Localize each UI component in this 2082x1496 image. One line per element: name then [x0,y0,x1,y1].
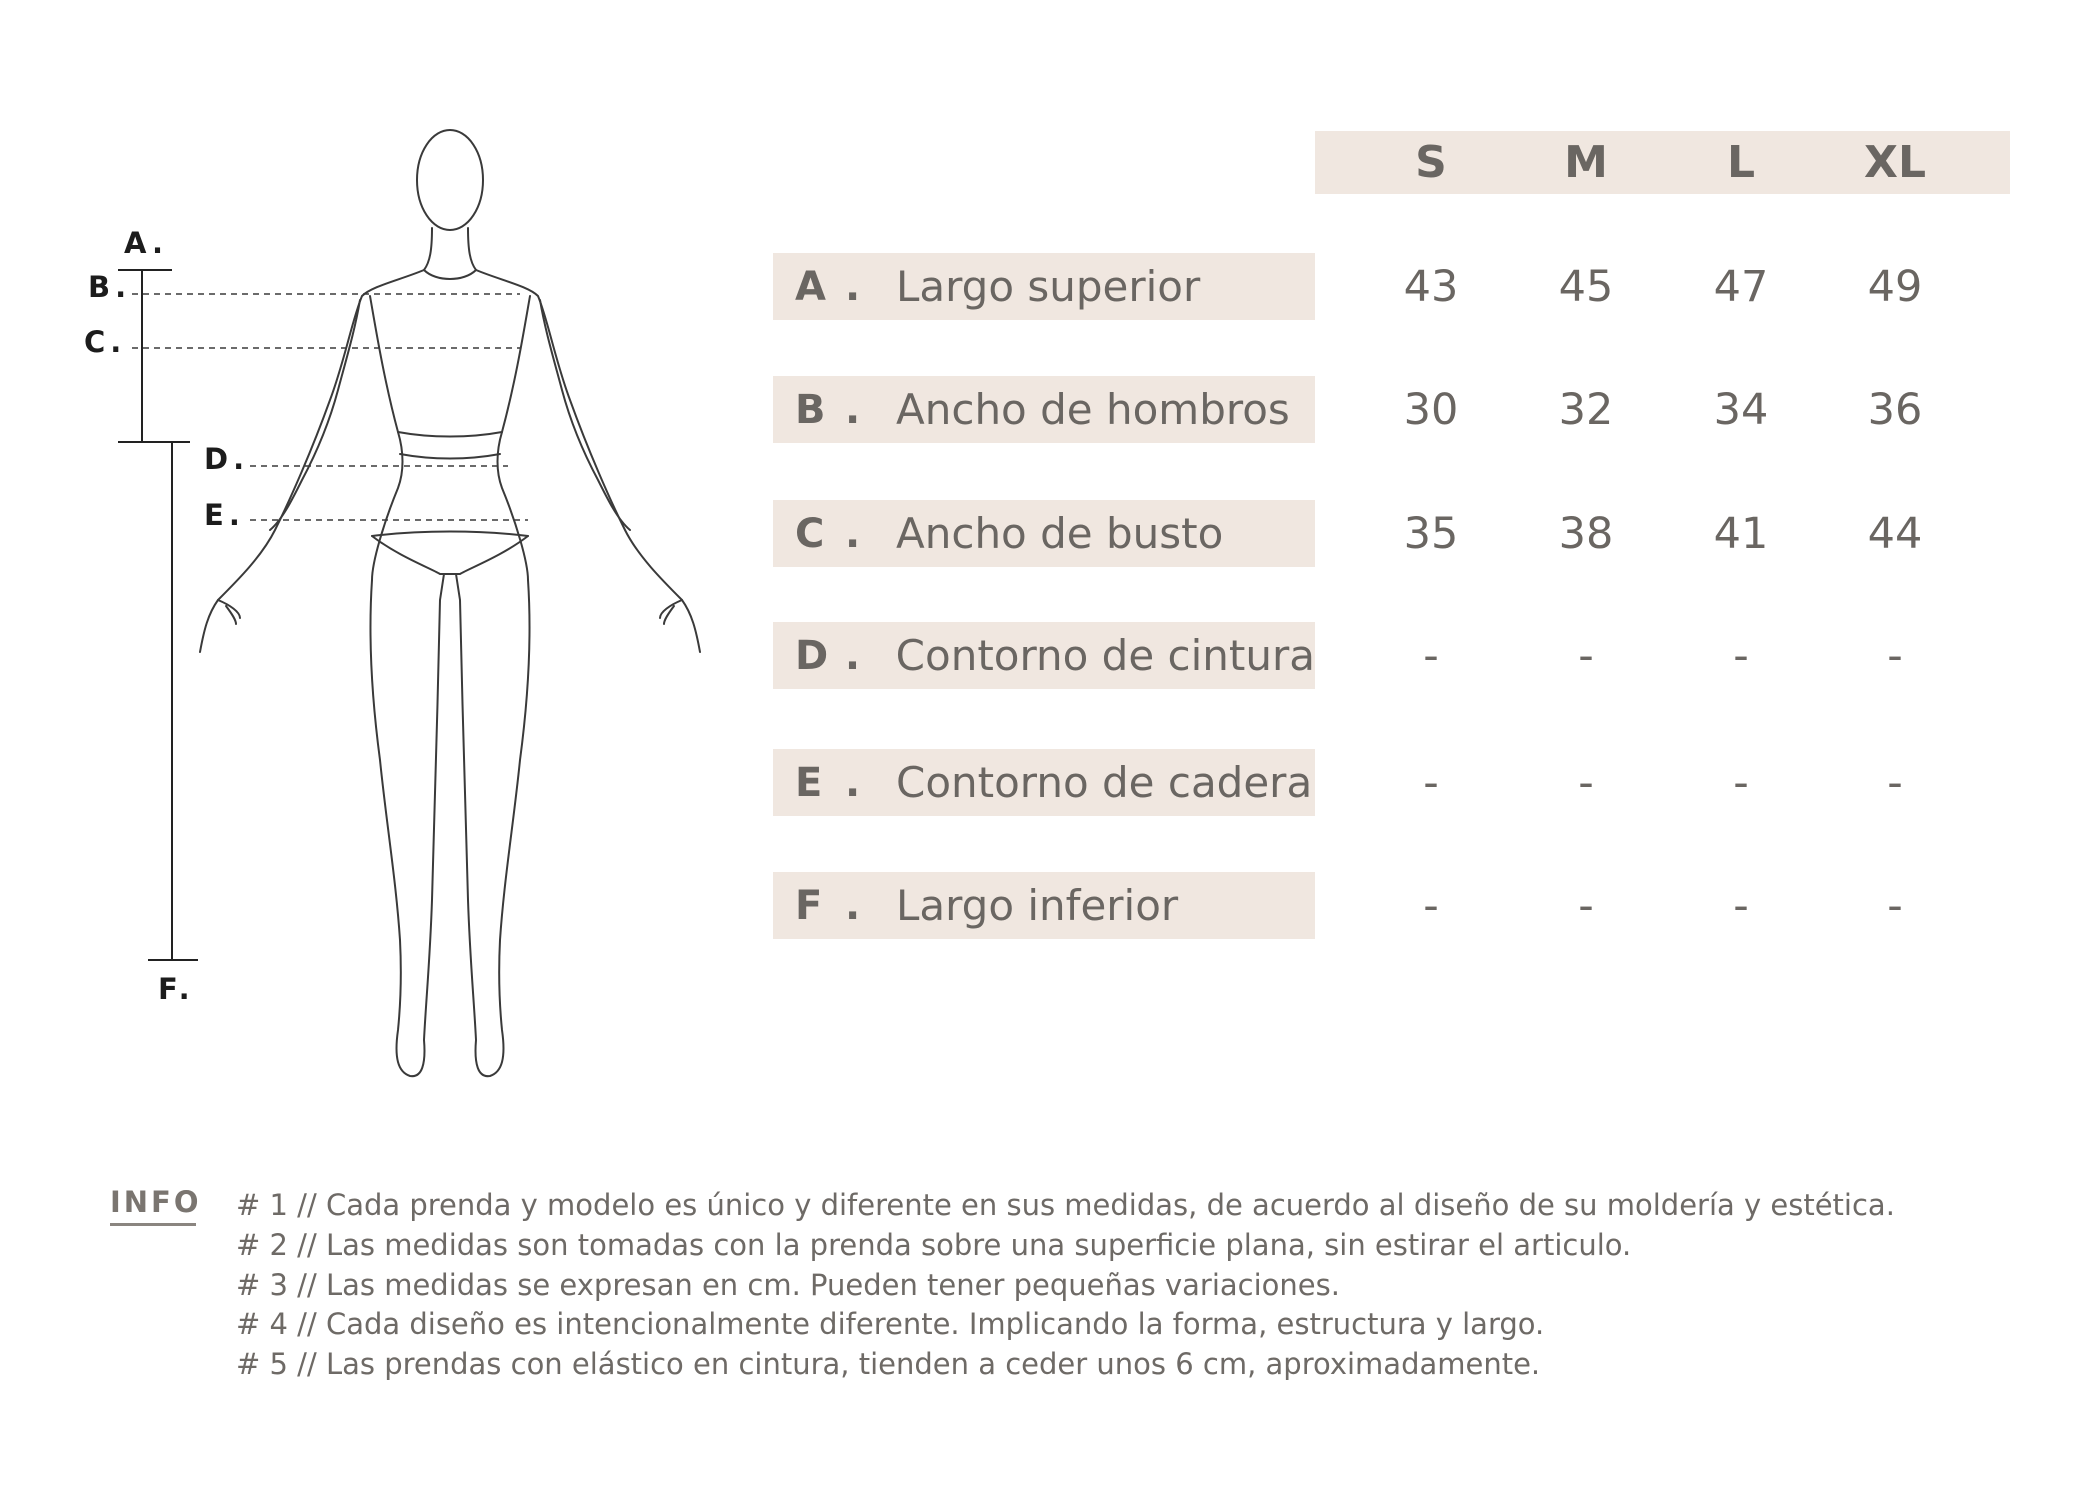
row-label-text: Contorno de cadera [896,758,1313,807]
table-cell: - [1887,630,1903,681]
size-header-m: M [1564,137,1608,188]
table-cell: 44 [1867,508,1923,559]
measure-row-label-e: E . Contorno de cadera [773,749,1315,816]
size-header-s: S [1415,137,1447,188]
measure-row-label-a: A . Largo superior [773,253,1315,320]
info-underline [110,1223,196,1226]
table-cell: 45 [1558,261,1614,312]
figure-label-e: E. [204,498,245,532]
table-cell: - [1733,630,1749,681]
table-cell: - [1423,880,1439,931]
size-header-xl: XL [1864,137,1926,188]
table-cell: - [1578,880,1594,931]
figure-label-a: A. [124,226,169,260]
table-cell: - [1733,880,1749,931]
body-figure-diagram [0,0,720,1100]
table-cell: - [1887,757,1903,808]
info-note-5: # 5 // Las prendas con elástico en cintura, tienden a ceder unos 6 cm, aproximadamente. [236,1347,1541,1381]
table-cell: 30 [1403,384,1459,435]
table-cell: - [1733,757,1749,808]
info-note-1: # 1 // Cada prenda y modelo es único y diferente en sus medidas, de acuerdo al diseño de su moldería y estética. [236,1188,1895,1222]
table-cell: 49 [1867,261,1923,312]
table-cell: - [1887,880,1903,931]
table-cell: 36 [1867,384,1923,435]
measure-row-label-d: D . Contorno de cintura [773,622,1315,689]
measure-row-label-c: C . Ancho de busto [773,500,1315,567]
table-cell: - [1578,757,1594,808]
table-cell: 35 [1403,508,1459,559]
table-cell: 32 [1558,384,1614,435]
size-header-l: L [1726,137,1756,188]
measure-row-label-b: B . Ancho de hombros [773,376,1315,443]
row-label-text: Ancho de hombros [896,385,1290,434]
table-cell: 34 [1713,384,1769,435]
figure-head [417,130,483,230]
row-letter: E [795,759,823,806]
table-cell: 41 [1713,508,1769,559]
row-letter: F [795,882,823,929]
row-label-text: Largo superior [896,262,1201,311]
row-letter: A [795,263,826,310]
row-label-text: Largo inferior [896,881,1179,930]
table-cell: 43 [1403,261,1459,312]
table-cell: 47 [1713,261,1769,312]
figure-label-d: D. [204,442,250,476]
table-cell: - [1423,757,1439,808]
table-cell: - [1578,630,1594,681]
row-letter: B [795,386,826,433]
info-note-4: # 4 // Cada diseño es intencionalmente diferente. Implicando la forma, estructura y largo. [236,1307,1545,1341]
row-label-text: Ancho de busto [896,509,1224,558]
info-note-2: # 2 // Las medidas son tomadas con la prenda sobre una superficie plana, sin estirar el articulo. [236,1228,1632,1262]
row-letter: C [795,510,825,557]
row-label-text: Contorno de cintura [895,631,1315,680]
measure-row-label-f: F . Largo inferior [773,872,1315,939]
info-title: INFO [110,1185,202,1219]
info-note-3: # 3 // Las medidas se expresan en cm. Pueden tener pequeñas variaciones. [236,1268,1340,1302]
table-cell: 38 [1558,508,1614,559]
figure-label-f: F. [158,972,195,1006]
table-cell: - [1423,630,1439,681]
row-letter: D [795,632,829,679]
figure-label-b: B. [88,270,132,304]
figure-label-c: C. [84,325,127,359]
